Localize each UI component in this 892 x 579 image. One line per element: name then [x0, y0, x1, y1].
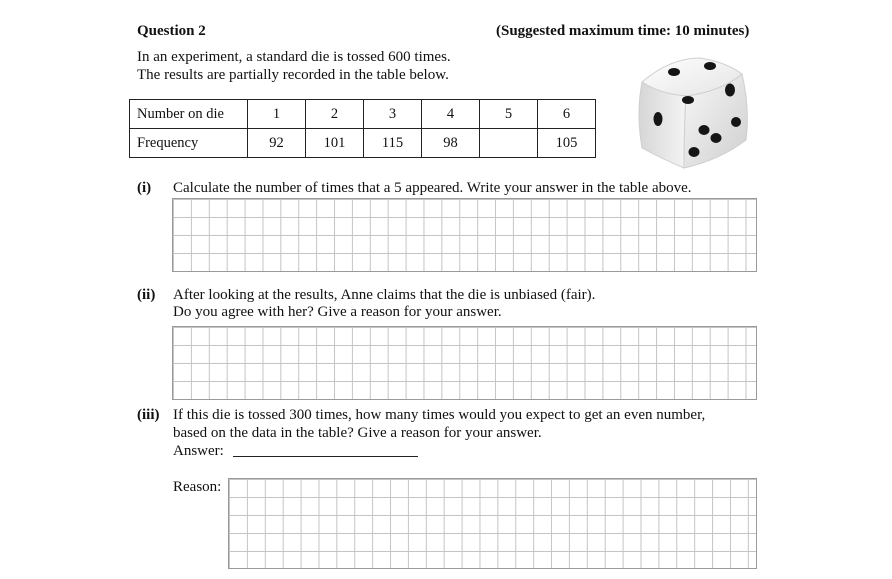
- answer-grid-i[interactable]: [172, 198, 757, 272]
- cell-frequency-3: 115: [364, 129, 422, 158]
- answer-line[interactable]: [233, 456, 418, 457]
- row-header-number: Number on die: [130, 100, 248, 129]
- cell-number-3: 3: [364, 100, 422, 129]
- part-ii-line-1: After looking at the results, Anne claims that the die is unbiased (fair).: [173, 287, 596, 303]
- question-title: Question 2: [137, 23, 206, 39]
- cell-number-1: 1: [248, 100, 306, 129]
- part-ii-label: (ii): [137, 287, 156, 303]
- part-i-text: Calculate the number of times that a 5 appeared. Write your answer in the table above.: [173, 180, 692, 196]
- frequency-table: [129, 99, 596, 158]
- cell-frequency-4: 98: [422, 129, 480, 158]
- reason-label: Reason:: [173, 479, 222, 495]
- cell-number-4: 4: [422, 100, 480, 129]
- part-i-label: (i): [137, 180, 152, 196]
- row-header-frequency: Frequency: [130, 129, 248, 158]
- intro-line-2: The results are partially recorded in the table below.: [137, 67, 449, 83]
- die-icon: [630, 52, 755, 174]
- table-row-frequency: [130, 129, 596, 158]
- cell-frequency-2: 101: [306, 129, 364, 158]
- part-ii-line-2: Do you agree with her? Give a reason for your answer.: [173, 304, 502, 320]
- cell-frequency-6: 105: [538, 129, 596, 158]
- cell-frequency-5[interactable]: [480, 129, 538, 158]
- answer-label: Answer:: [173, 443, 224, 459]
- part-iii-line-2: based on the data in the table? Give a reason for your answer.: [173, 425, 542, 441]
- answer-grid-ii[interactable]: [172, 326, 757, 400]
- part-iii-line-1: If this die is tossed 300 times, how many times would you expect to get an even number,: [173, 407, 706, 423]
- suggested-time: (Suggested maximum time: 10 minutes): [496, 23, 750, 39]
- answer-grid-iii[interactable]: [228, 478, 757, 569]
- part-iii-label: (iii): [137, 407, 160, 423]
- cell-frequency-1: 92: [248, 129, 306, 158]
- cell-number-2: 2: [306, 100, 364, 129]
- cell-number-6: 6: [538, 100, 596, 129]
- cell-number-5: 5: [480, 100, 538, 129]
- intro-line-1: In an experiment, a standard die is tossed 600 times.: [137, 49, 451, 65]
- table-row-numbers: [130, 100, 596, 129]
